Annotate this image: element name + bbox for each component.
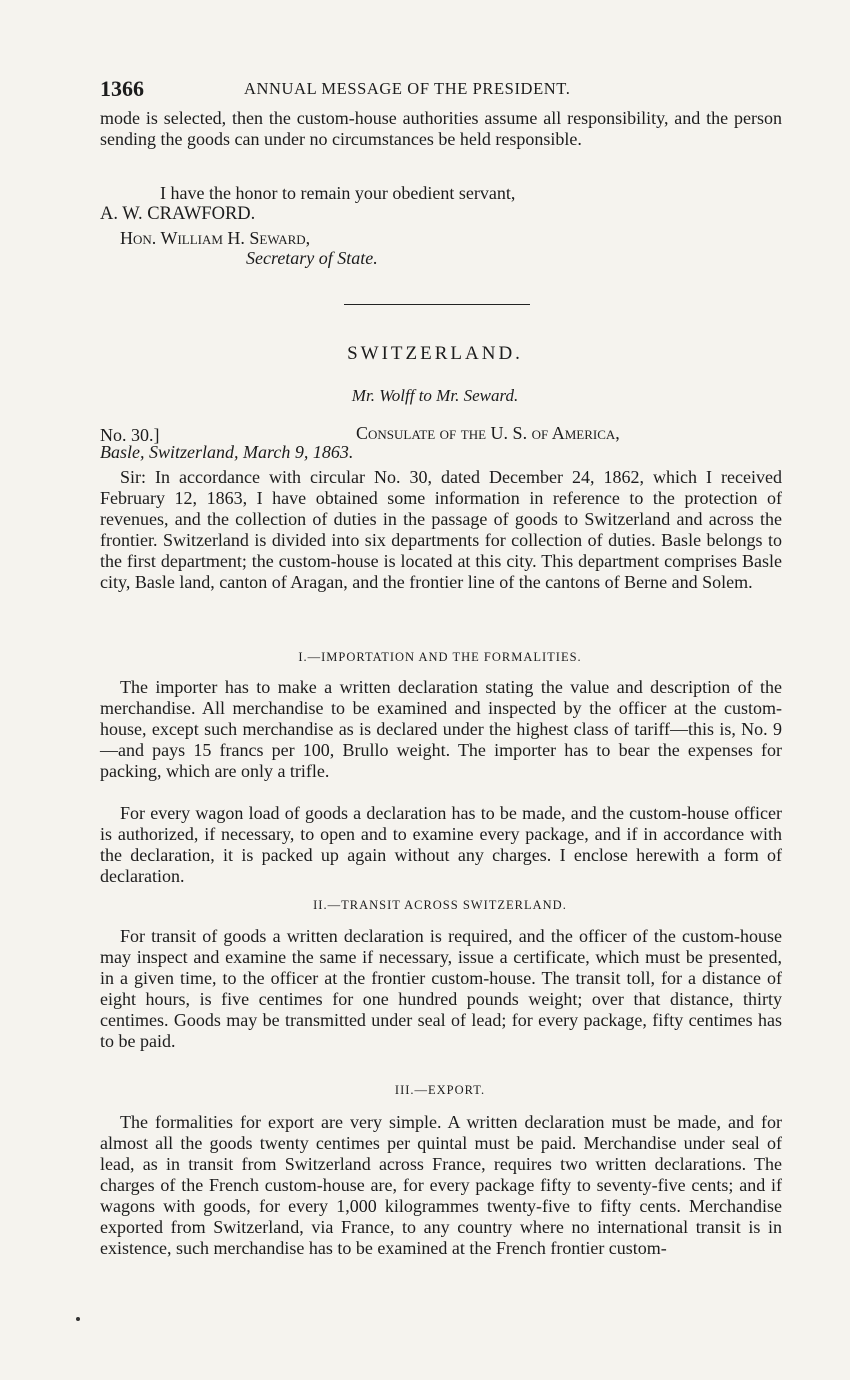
section-divider <box>344 304 530 305</box>
section-title: SWITZERLAND. <box>347 343 523 364</box>
transit-paragraph: For transit of goods a written declaration is required, and the officer of the custom-house may inspect and examine the same if necessary, issue a certificate, which must be presented, in a given time, to the officer at the frontier custom-house. The transit toll, for a distance of eight hours, is five centimes for one hundred pounds weight; over that distance, thirty centimes. Goods may be transmitted under seal of lead; for every package, fifty centimes has to be paid. <box>100 926 782 1051</box>
addressee-name-text: Hon. William H. Seward, <box>120 228 311 248</box>
top-paragraph: mode is selected, then the custom-house authorities assume all responsibility, and the person sending the goods can under no circumstances be held responsible. <box>100 108 782 149</box>
importation-paragraph-1: The importer has to make a written declaration stating the value and description of the merchandise. All merchandise to be examined and inspected by the officer at the custom-house, except such merchandise as is declared under the highest class of tariff—this is, No. 9—and pays 15 francs per 100, Brullo weight. The importer has to bear the expenses for packing, which are only a trifle. <box>100 677 782 781</box>
dispatch-number: No. 30.] <box>100 425 160 445</box>
heading-transit: II.—TRANSIT ACROSS SWITZERLAND. <box>313 898 567 912</box>
importation-paragraph-2: For every wagon load of goods a declaration has to be made, and the custom-house officer is authorized, if necessary, to open and to examine every package, and if in accordance with the declaration, it is packed up again without any charges. I enclose herewith a form of declaration. <box>100 803 782 886</box>
running-title: ANNUAL MESSAGE OF THE PRESIDENT. <box>244 79 571 98</box>
margin-mark <box>76 1317 80 1321</box>
export-paragraph: The formalities for export are very simple. A written declaration must be made, and for almost all the goods twenty centimes per quintal must be paid. Merchandise under seal of lead, as in transit from Switzerland across France, requires two written declarations. The charges of the French custom-house are, for every package fifty to seventy-five cents; and if wagons with goods, for every 1,000 kilogrammes twenty-five to fifty cents. Merchandise exported from Switzerland, via France, to any country where no international transit is in existence, such merchandise has to be examined at the French frontier custom- <box>100 1112 782 1258</box>
heading-importation: I.—IMPORTATION AND THE FORMALITIES. <box>298 650 582 664</box>
consulate-line <box>356 423 756 444</box>
addressee-name <box>120 228 802 249</box>
heading-export: III.—EXPORT. <box>394 1083 486 1097</box>
intro-paragraph: Sir: In accordance with circular No. 30, dated December 24, 1862, which I received February 12, 1863, I have obtained some information in reference to the protection of revenues, and the collection of duties in the passage of goods to Switzerland and across the frontier. Switzerland is divided into six departments for collection of duties. Basle belongs to the first department; the custom-house is located at this city. This department comprises Basle city, Basle land, canton of Aragan, and the frontier line of the cantons of Berne and Solem. <box>100 467 782 592</box>
page-number: 1366 <box>100 76 144 101</box>
addressee-title: Secretary of State. <box>246 248 378 268</box>
letter-title: Mr. Wolff to Mr. Seward. <box>351 386 519 405</box>
place-date: Basle, Switzerland, March 9, 1863. <box>100 442 354 462</box>
consulate-text: Consulate of the U. S. of America, <box>356 423 620 443</box>
closing-line: I have the honor to remain your obedient servant, <box>160 183 516 203</box>
signature: A. W. CRAWFORD. <box>100 204 256 224</box>
